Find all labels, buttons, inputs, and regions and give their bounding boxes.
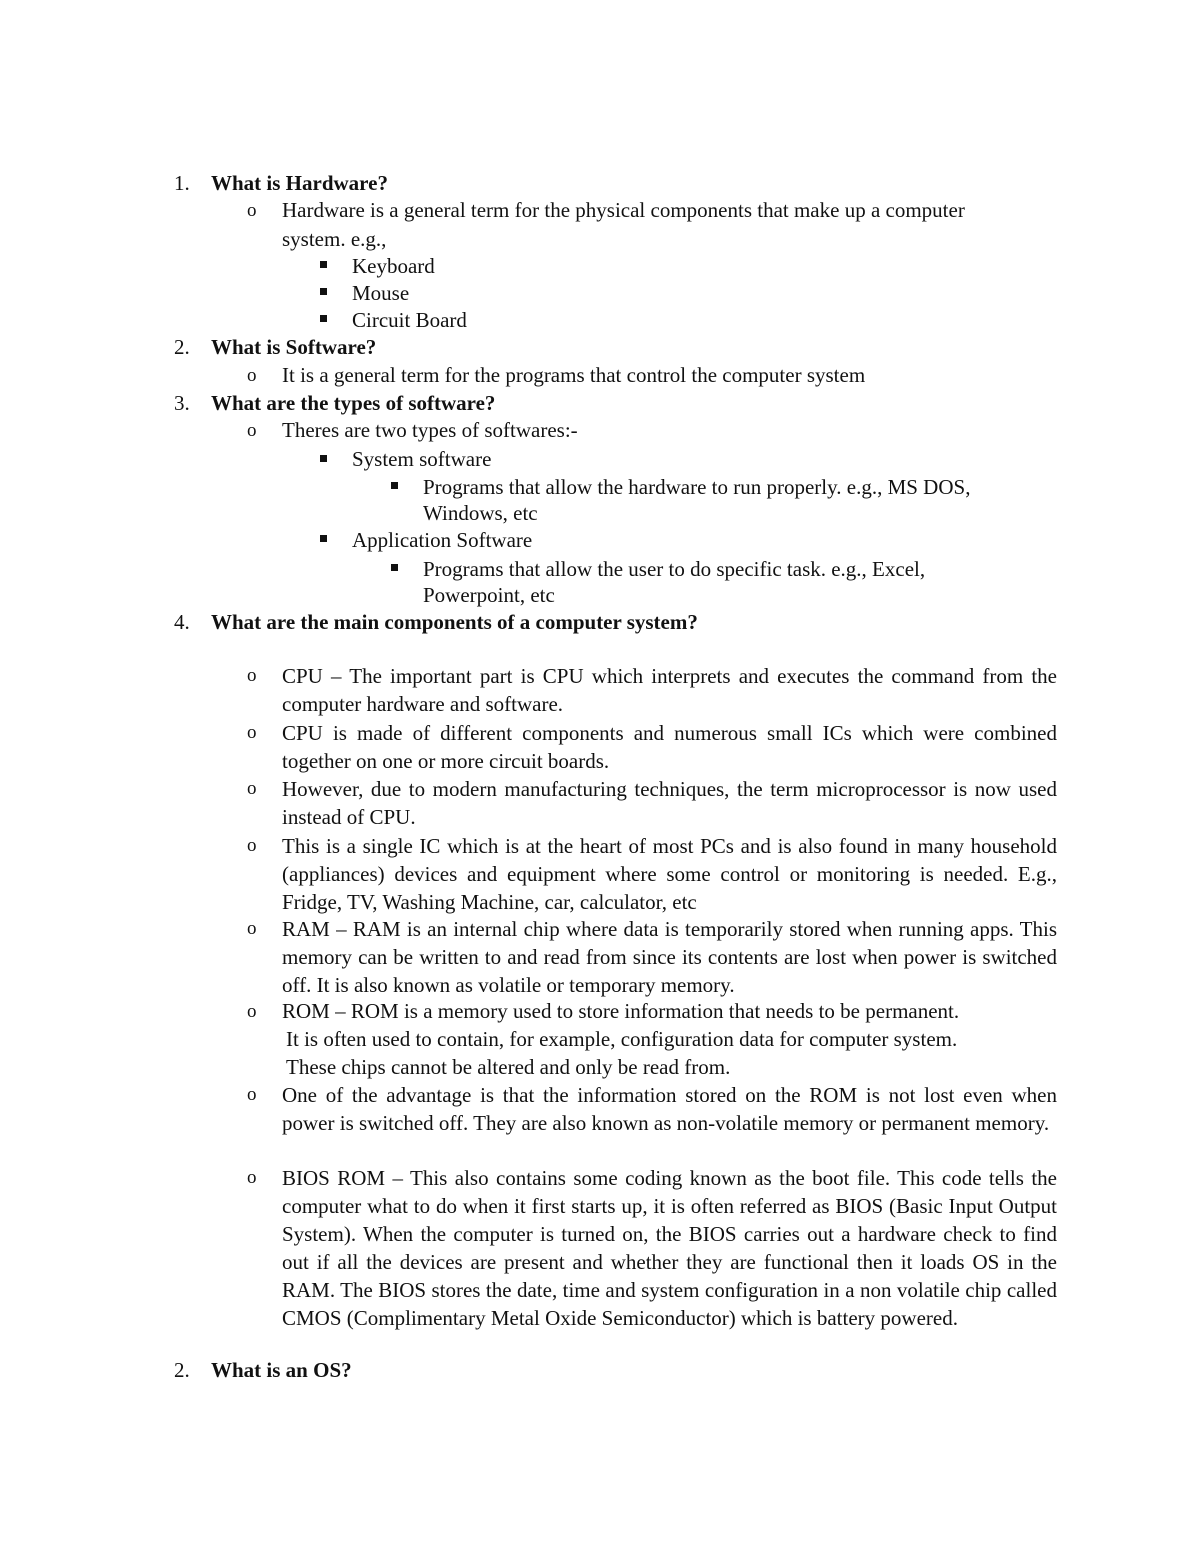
square-bullet-icon xyxy=(320,455,327,462)
paragraph-ram: RAM – RAM is an internal chip where data is temporarily stored when running apps. This memory can be written to and read from since its contents are lost when power is switched off. It is also known as volatile or temporary memory. xyxy=(282,917,1057,997)
list-item: Circuit Board xyxy=(352,308,467,332)
square-bullet-icon xyxy=(320,288,327,295)
square-bullet-icon xyxy=(320,315,327,322)
square-bullet-icon xyxy=(391,482,398,489)
question-title-os: What is an OS? xyxy=(211,1358,352,1382)
paragraph-single-ic: This is a single IC which is at the heart of most PCs and is also found in many household (appliances) devices and equipment where some control or monitoring is needed. E.g., Fridge, TV, Washing Machine, car, calculator, etc xyxy=(282,834,1057,914)
square-bullet-icon xyxy=(391,564,398,571)
hollow-bullet-icon: o xyxy=(247,665,257,686)
list-item: Keyboard xyxy=(352,254,435,278)
square-bullet-icon xyxy=(320,261,327,268)
question-title-components: What are the main components of a computer system? xyxy=(211,610,698,634)
question-title-software-types: What are the types of software? xyxy=(211,391,496,415)
paragraph-rom-line: It is often used to contain, for example, configuration data for computer system. xyxy=(286,1027,958,1051)
paragraph-bios-rom: BIOS ROM – This also contains some coding known as the boot file. This code tells the computer what to do when it first starts up, it is often referred as BIOS (Basic Input Output System). When the computer is turned on, the BIOS carries out a hardware check to find out if all the devices are present and whether they are functional then it loads OS in the RAM. The BIOS stores the date, time and system configuration in a non volatile chip called CMOS (Complimentary Metal Oxide Semiconductor) which is battery powered. xyxy=(282,1166,1057,1330)
hollow-bullet-icon: o xyxy=(247,918,257,939)
paragraph-cpu-ics: CPU is made of different components and numerous small ICs which were combined together on one or more circuit boards. xyxy=(282,721,1057,773)
square-bullet-icon xyxy=(320,535,327,542)
question-title-software: What is Software? xyxy=(211,335,377,359)
list-item-desc: Windows, etc xyxy=(423,501,538,525)
answer-text: system. e.g., xyxy=(282,227,387,251)
list-item-desc: Programs that allow the hardware to run properly. e.g., MS DOS, xyxy=(423,475,971,499)
hollow-bullet-icon: o xyxy=(247,1001,257,1022)
list-item: Mouse xyxy=(352,281,410,305)
hollow-bullet-icon: o xyxy=(247,722,257,743)
paragraph-rom-advantage: One of the advantage is that the information stored on the ROM is not lost even when power is switched off. They are also known as non-volatile memory or permanent memory. xyxy=(282,1083,1057,1135)
hollow-bullet-icon: o xyxy=(247,835,257,856)
hollow-bullet-icon: o xyxy=(247,1167,257,1188)
list-item: System software xyxy=(352,447,492,471)
list-item-desc: Powerpoint, etc xyxy=(423,583,555,607)
hollow-bullet-icon: o xyxy=(247,420,257,441)
paragraph-cpu: CPU – The important part is CPU which interprets and executes the command from the computer hardware and software. xyxy=(282,664,1057,716)
question-number: 3. xyxy=(174,391,190,415)
paragraph-rom-line: These chips cannot be altered and only be read from. xyxy=(286,1055,731,1079)
hollow-bullet-icon: o xyxy=(247,200,257,221)
list-item: Application Software xyxy=(352,528,533,552)
question-number: 1. xyxy=(174,171,190,195)
answer-text: Hardware is a general term for the physical components that make up a computer xyxy=(282,198,965,222)
question-number: 2. xyxy=(174,1358,190,1382)
question-title-hardware: What is Hardware? xyxy=(211,171,388,195)
hollow-bullet-icon: o xyxy=(247,365,257,386)
question-number: 2. xyxy=(174,335,190,359)
answer-text: It is a general term for the programs that control the computer system xyxy=(282,363,866,387)
paragraph-microprocessor: However, due to modern manufacturing techniques, the term microprocessor is now used instead of CPU. xyxy=(282,777,1057,829)
question-number: 4. xyxy=(174,610,190,634)
list-item-desc: Programs that allow the user to do specific task. e.g., Excel, xyxy=(423,557,926,581)
hollow-bullet-icon: o xyxy=(247,778,257,799)
paragraph-rom-line: ROM – ROM is a memory used to store information that needs to be permanent. xyxy=(282,999,960,1023)
answer-text: Theres are two types of softwares:- xyxy=(282,418,578,442)
hollow-bullet-icon: o xyxy=(247,1084,257,1105)
